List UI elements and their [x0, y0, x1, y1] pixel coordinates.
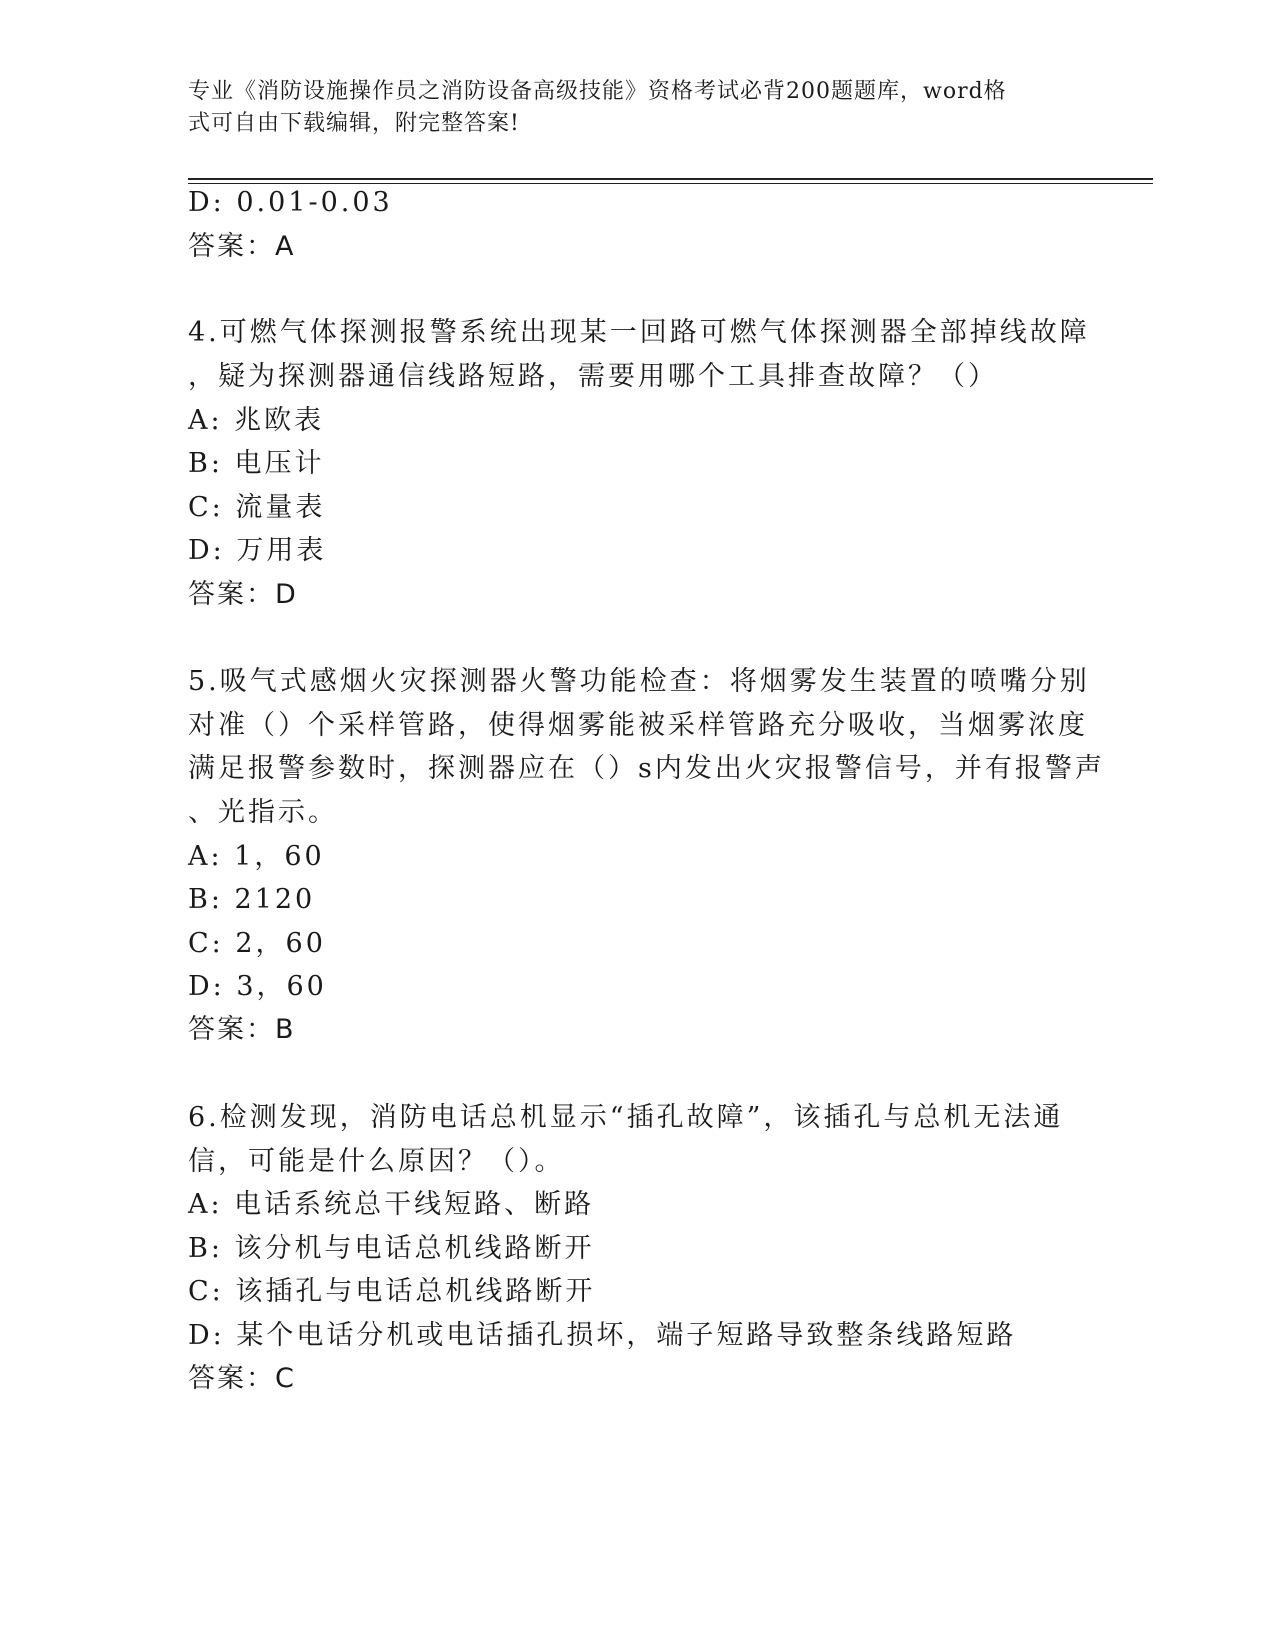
q6-text-line-2: 信，可能是什么原因？（）。 — [188, 1146, 565, 1177]
q5-option-b: B: 2120 — [188, 884, 316, 915]
q3-option-d: D: 0.01-0.03 — [188, 187, 393, 218]
q5-text-line-1: 5.吸气式感烟火灾探测器火警功能检查：将烟雾发生装置的喷嘴分别 — [188, 666, 1090, 697]
q6-answer: 答案：C — [188, 1363, 296, 1394]
header-line-2: 式可自由下载编辑，附完整答案! — [188, 111, 520, 136]
q6-option-d: D: 某个电话分机或电话插孔损坏，端子短路导致整条线路短路 — [188, 1320, 1017, 1351]
q4-option-c: C: 流量表 — [188, 492, 326, 523]
q4-option-d: D: 万用表 — [188, 535, 327, 566]
q4-text-line-2: ，疑为探测器通信线路短路，需要用哪个工具排查故障？（） — [188, 361, 998, 392]
q6-option-b: B: 该分机与电话总机线路断开 — [188, 1233, 595, 1264]
q6-option-a: A: 电话系统总干线短路、断路 — [188, 1189, 595, 1220]
header-line-1: 专业《消防设施操作员之消防设备高级技能》资格考试必背200题题库，word格 — [188, 79, 1007, 104]
q3-answer: 答案：A — [188, 231, 296, 262]
q5-option-c: C: 2，60 — [188, 928, 326, 959]
q5-text-line-4: 、光指示。 — [188, 797, 338, 828]
q4-text-line-1: 4.可燃气体探测报警系统出现某一回路可燃气体探测器全部掉线故障 — [188, 317, 1090, 348]
header-divider-thick — [188, 178, 1153, 180]
q6-text-line-1: 6.检测发现，消防电话总机显示“插孔故障”，该插孔与总机无法通 — [188, 1102, 1064, 1133]
q4-answer: 答案：D — [188, 579, 298, 610]
header-divider-thin — [188, 183, 1153, 184]
q5-answer: 答案：B — [188, 1014, 296, 1045]
q5-option-d: D: 3，60 — [188, 971, 327, 1002]
q5-option-a: A: 1，60 — [188, 841, 325, 872]
q5-text-line-2: 对准（）个采样管路，使得烟雾能被采样管路充分吸收，当烟雾浓度 — [188, 710, 1088, 741]
document-header — [188, 76, 1068, 140]
q4-option-b: B: 电压计 — [188, 448, 325, 479]
q4-option-a: A: 兆欧表 — [188, 405, 325, 436]
q6-option-c: C: 该插孔与电话总机线路断开 — [188, 1276, 596, 1307]
q5-text-line-3: 满足报警参数时，探测器应在（）s内发出火灾报警信号，并有报警声 — [188, 753, 1105, 784]
